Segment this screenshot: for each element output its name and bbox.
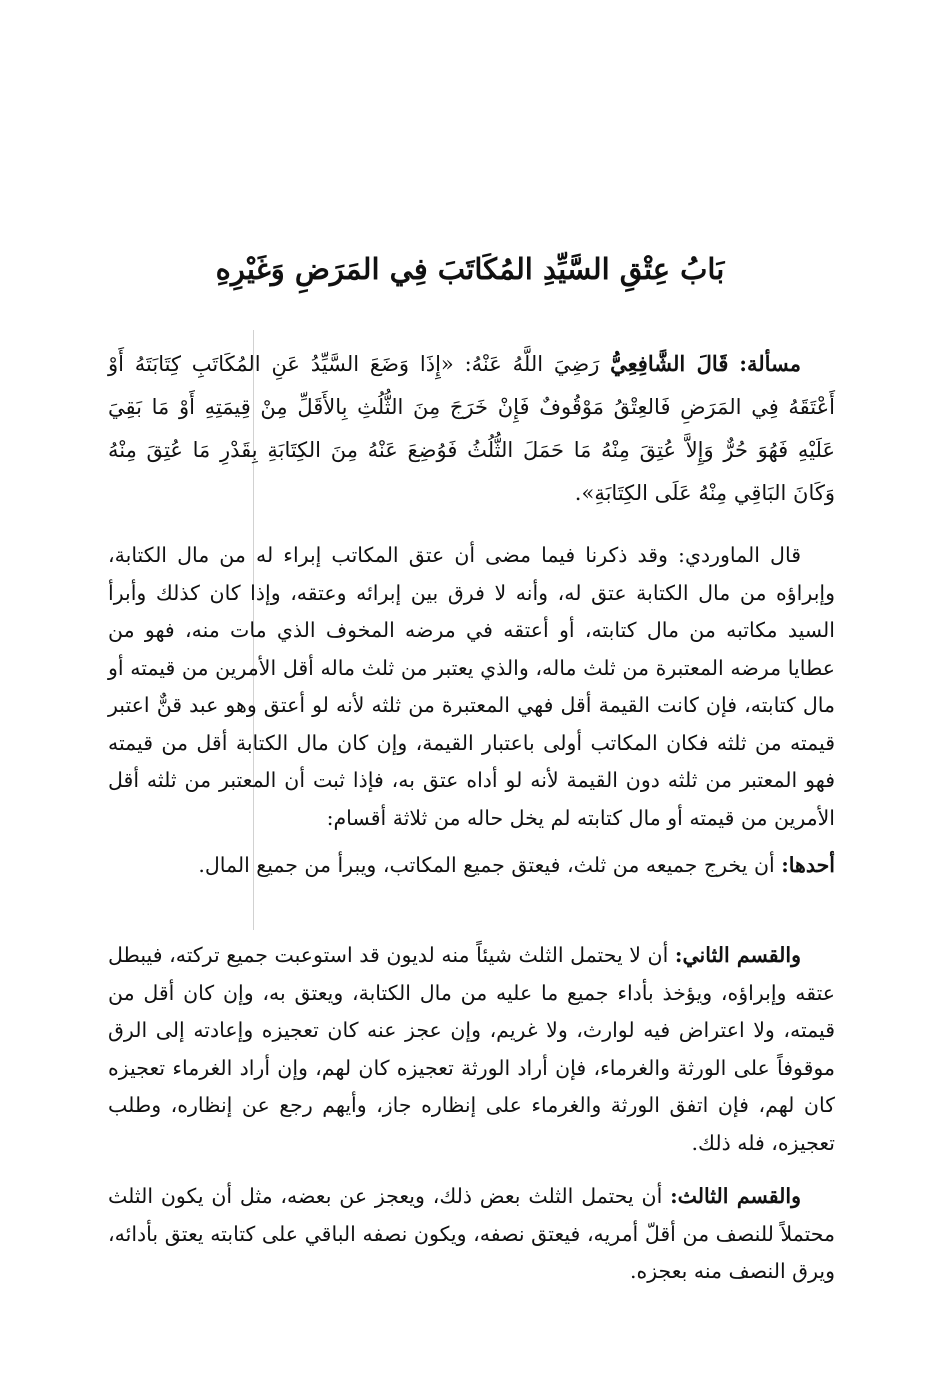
chapter-title: بَابُ عِتْقِ السَّيِّدِ المُكَاتَبَ فِي المَرَضِ وَغَيْرِهِ: [215, 252, 725, 286]
second-section-text: أن لا يحتمل الثلث شيئاً منه لديون قد استوعبت جميع تركته، فيبطل عتقه وإبراؤه، ويؤخذ بأداء جميع ما عليه من مال الكتابة، ويعتق به، وإن كان أقل من قيمته، ولا اعتراض فيه لوارث، ولا غريم، وإن عجز عنه كان تعجيزه وإعادته إلى الرق موقوفاً على الورثة والغرماء، فإن أراد الورثة تعجيزه كان لهم، وإن أراد الغرماء تعجيزه كان لهم، فإن اتفق الورثة والغرماء على إنظاره جاز، وأيهم رجع عن إنظاره، وطلب تعجيزه، فله ذلك.: [108, 943, 835, 1155]
mawardi-paragraph: [108, 537, 835, 837]
second-section-paragraph: [108, 937, 835, 1162]
second-section-label: والقسم الثاني:: [674, 943, 801, 967]
masala-label: مسألة:: [739, 351, 801, 376]
first-section-paragraph: [108, 847, 835, 885]
first-section-text: أن يخرج جميعه من ثلث، فيعتق جميع المكاتب، ويبرأ من جميع المال.: [198, 853, 775, 877]
third-section-label: والقسم الثالث:: [670, 1184, 801, 1208]
third-section-text: أن يحتمل الثلث بعض ذلك، ويعجز عن بعضه، مثل أن يكون الثلث محتملاً للنصف من أقلّ أمريه، فيعتق نصفه، ويكون نصفه الباقي على كتابته يعتق بأدائه، ويرق النصف منه بعجزه.: [108, 1184, 835, 1283]
mawardi-text: قال الماوردي: وقد ذكرنا فيما مضى أن عتق المكاتب إبراء له من مال الكتابة، وإبراؤه من مال الكتابة عتق له، وأنه لا فرق بين إبرائه وعتقه، وإذا كان كذلك وأبرأ السيد مكاتبه من مال كتابته، أو أعتقه في مرضه المخوف الذي مات منه، فهو من عطايا مرضه المعتبرة من ثلث ماله، والذي يعتبر من ثلث ماله أقل الأمرين من قيمته أو مال كتابته، فإن كانت القيمة أقل فهي المعتبرة من ثلثه لأنه لو أعتق وهو عبد قنٌّ اعتبر قيمته من ثلثه فكان المكاتب أولى باعتبار القيمة، وإن كان مال الكتابة أقل من قيمته فهو المعتبر من ثلثه دون القيمة لأنه لو أداه عتق به، فإذا ثبت أن المعتبر من ثلثه أقل الأمرين من قيمته أو مال كتابته لم يخل حاله من ثلاثة أقسام:: [108, 543, 835, 830]
masala-text: رَضِيَ اللَّهُ عَنْهُ: «إِذَا وَضَعَ السَّيِّدُ عَنِ المُكَاتَبِ كِتَابَتَهُ أَوْ أَعْتَقَهُ فِي المَرَضِ فَالعِتْقُ مَوْقُوفٌ فَإِنْ خَرَجَ مِنَ الثُّلُثِ بِالأَقَلِّ مِنْ قِيمَتِهِ أَوْ مَا بَقِيَ عَلَيْهِ فَهُوَ حُرٌّ وَإِلاَّ عُتِقَ مِنْهُ مَا حَمَلَ الثُّلُثُ فَوُضِعَ عَنْهُ مِنَ الكِتَابَةِ بِقَدْرِ مَا عُتِقَ مِنْهُ وَكَانَ البَاقِي مِنْهُ عَلَى الكِتَابَةِ».: [108, 352, 835, 505]
masala-speaker: قَالَ الشَّافِعِيُّ: [610, 351, 729, 376]
first-section-label: أحدها:: [781, 853, 835, 877]
third-section-paragraph: [108, 1178, 835, 1291]
masala-paragraph: [108, 342, 835, 515]
